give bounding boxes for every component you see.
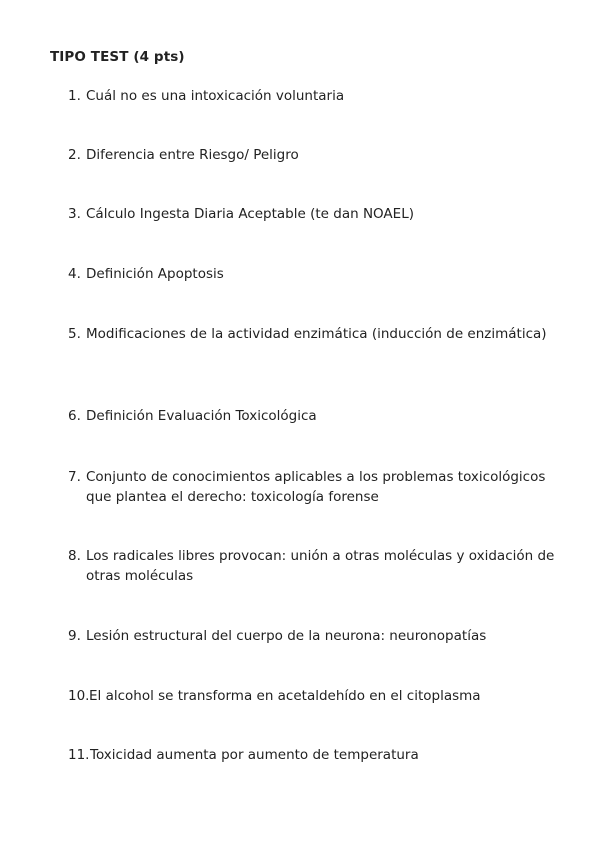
question-text: Diferencia entre Riesgo/ Peligro — [86, 147, 299, 163]
question-text: Toxicidad aumenta por aumento de temperatura — [90, 747, 419, 763]
page-title: TIPO TEST (4 pts) — [50, 49, 185, 65]
question-item — [68, 146, 558, 166]
question-item — [68, 687, 558, 707]
question-number: 7. — [68, 469, 81, 485]
question-item — [68, 205, 558, 225]
question-text: Definición Evaluación Toxicológica — [86, 408, 317, 424]
question-number: 4. — [68, 266, 81, 282]
question-number: 11. — [68, 747, 90, 763]
question-text: El alcohol se transforma en acetaldehído en el citoplasma — [89, 688, 481, 704]
question-text: Modificaciones de la actividad enzimática (inducción de enzimática) — [86, 326, 547, 342]
question-number: 2. — [68, 147, 81, 163]
question-number: 10. — [68, 688, 90, 704]
question-text: Conjunto de conocimientos aplicables a los problemas toxicológicos que plantea el derecho: toxicología forense — [86, 469, 546, 505]
question-number: 6. — [68, 408, 81, 424]
question-item — [68, 407, 558, 427]
question-number: 9. — [68, 628, 81, 644]
question-item — [68, 87, 558, 107]
question-text: Los radicales libres provocan: unión a otras moléculas y oxidación de otras moléculas — [86, 548, 555, 584]
question-number: 8. — [68, 548, 81, 564]
question-item — [68, 265, 558, 285]
question-text: Cuál no es una intoxicación voluntaria — [86, 88, 345, 104]
question-number: 5. — [68, 326, 81, 342]
question-item — [68, 468, 558, 507]
question-text: Cálculo Ingesta Diaria Aceptable (te dan NOAEL) — [86, 206, 414, 222]
question-number: 3. — [68, 206, 81, 222]
question-item — [68, 325, 558, 345]
question-number: 1. — [68, 88, 81, 104]
question-item — [68, 627, 558, 647]
question-item — [68, 547, 558, 586]
question-item — [68, 746, 558, 766]
question-text: Definición Apoptosis — [86, 266, 224, 282]
question-text: Lesión estructural del cuerpo de la neurona: neuronopatías — [86, 628, 487, 644]
